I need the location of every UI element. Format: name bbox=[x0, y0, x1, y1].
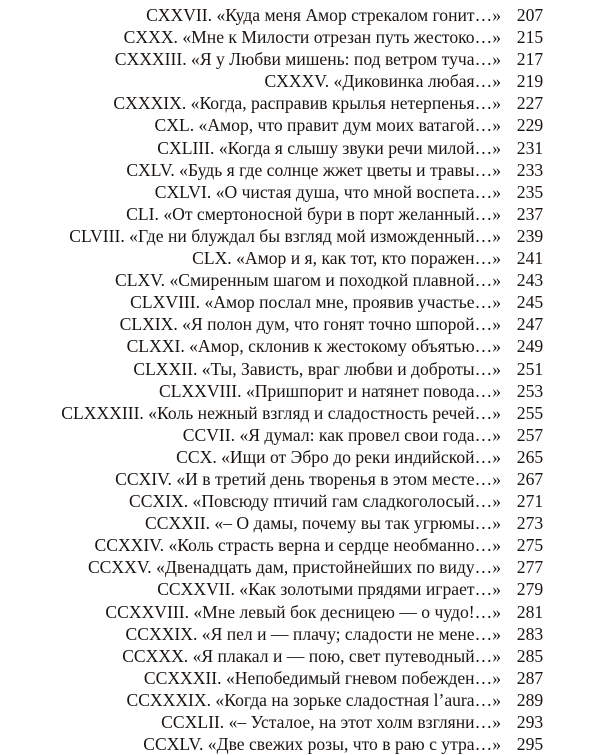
toc-title: «Я полон дум, что гонят точно шпорой…» bbox=[182, 314, 501, 335]
toc-title: «Мне к Милости отрезан путь жестоко…» bbox=[182, 27, 501, 48]
toc-title: «Как золотыми прядями играет…» bbox=[239, 579, 501, 600]
toc-entry bbox=[88, 556, 501, 578]
toc-page-number: 219 bbox=[516, 71, 544, 92]
toc-page-number: 283 bbox=[516, 623, 544, 644]
toc-number: CXXVII. bbox=[146, 5, 213, 25]
toc-page-number: 279 bbox=[516, 579, 544, 600]
toc-entry bbox=[183, 424, 501, 446]
toc-page-number: 293 bbox=[516, 712, 544, 732]
toc-entry bbox=[161, 711, 501, 733]
toc-entry bbox=[129, 490, 501, 512]
toc-page-number: 227 bbox=[516, 93, 544, 114]
toc-page-number: 289 bbox=[516, 689, 544, 710]
toc-title: «Ищи от Эбро до реки индийской…» bbox=[221, 446, 501, 467]
toc-number: CCXXVIII. bbox=[105, 601, 189, 622]
toc-number: CCXLV. bbox=[143, 734, 204, 755]
toc-number: CLI. bbox=[126, 203, 159, 224]
toc-number: CXLIII. bbox=[157, 137, 215, 158]
toc-page-number: 239 bbox=[516, 225, 544, 246]
toc-row bbox=[0, 70, 600, 92]
toc-row bbox=[0, 48, 600, 70]
toc-page-number: 249 bbox=[516, 336, 544, 357]
toc-row bbox=[0, 114, 600, 136]
toc-page-number: 215 bbox=[516, 27, 544, 48]
toc-page-number: 271 bbox=[516, 491, 544, 512]
toc-number: CXLVI. bbox=[154, 181, 212, 202]
toc-number: CCXIV. bbox=[115, 468, 172, 489]
toc-title: «От смертоносной бури в порт желанный…» bbox=[163, 203, 501, 224]
toc-entry bbox=[126, 623, 501, 645]
toc-title: «Когда на зорьке сладостная l’aura…» bbox=[215, 689, 501, 710]
toc-page-number: 231 bbox=[516, 137, 544, 158]
toc-number: CLXIX. bbox=[119, 314, 178, 335]
toc-title: «Когда, расправив крылья нетерпенья…» bbox=[190, 93, 501, 114]
toc-number: CXXXV. bbox=[264, 71, 330, 92]
toc-row bbox=[0, 313, 600, 335]
toc-page-number: 251 bbox=[516, 358, 544, 379]
toc-row bbox=[0, 291, 600, 313]
toc-number: CXLV. bbox=[126, 159, 175, 180]
toc-row bbox=[0, 556, 600, 578]
toc-row bbox=[0, 358, 600, 380]
toc-title: «Когда я слышу звуки речи милой…» bbox=[218, 137, 501, 158]
toc-number: CCVII. bbox=[182, 424, 236, 445]
toc-number: CCXXIX. bbox=[125, 623, 198, 644]
toc-number: CXL. bbox=[154, 115, 195, 136]
toc-row bbox=[0, 578, 600, 600]
toc-title: «– Усталое, на этот холм взгляни…» bbox=[228, 712, 501, 732]
toc-number: CLXXII. bbox=[133, 358, 198, 379]
toc-number: CCXXXII. bbox=[143, 667, 222, 688]
toc-entry bbox=[157, 137, 501, 159]
toc-title: «Амор послал мне, проявив участье…» bbox=[204, 292, 501, 313]
toc-row bbox=[0, 269, 600, 291]
toc-row bbox=[0, 689, 600, 711]
toc-page-number: 241 bbox=[516, 248, 544, 269]
toc-entry bbox=[127, 335, 501, 357]
toc-title: «Диковинка любая…» bbox=[333, 71, 501, 92]
toc-title: «И в третий день творенья в этом месте…» bbox=[176, 468, 501, 489]
toc-title: «Я плакал и — пою, свет путеводный…» bbox=[192, 645, 501, 666]
toc-row bbox=[0, 512, 600, 534]
toc-row bbox=[0, 402, 600, 424]
toc-number: CCXIX. bbox=[128, 491, 189, 512]
toc-entry bbox=[126, 159, 501, 181]
toc-entry bbox=[120, 313, 501, 335]
toc-entry bbox=[61, 402, 501, 424]
toc-number: CLVIII. bbox=[69, 225, 125, 246]
toc-page-number: 233 bbox=[516, 159, 544, 180]
toc-title: «Амор и я, как тот, кто поражен…» bbox=[236, 248, 501, 269]
toc-entry bbox=[69, 225, 501, 247]
toc-page-number: 281 bbox=[516, 601, 544, 622]
toc-entry bbox=[124, 26, 501, 48]
toc-row bbox=[0, 335, 600, 357]
toc-number: CXXX. bbox=[123, 27, 178, 48]
toc-row bbox=[0, 181, 600, 203]
toc-entry bbox=[159, 380, 501, 402]
toc-row bbox=[0, 380, 600, 402]
toc-entry bbox=[122, 645, 501, 667]
toc-title: «– О дамы, почему вы так угрюмы…» bbox=[214, 513, 501, 534]
toc-entry bbox=[94, 534, 501, 556]
toc-title: «Двенадцать дам, пристойнейших по виду…» bbox=[156, 557, 501, 578]
toc-number: CXXXIX. bbox=[113, 93, 187, 114]
toc-entry bbox=[157, 578, 501, 600]
toc-title: «Коль страсть верна и сердце необманно…» bbox=[168, 535, 501, 556]
toc-title: «Коль нежный взгляд и сладостность речей…» bbox=[148, 402, 501, 423]
toc-title: «Амор, что правит дум моих ватагой…» bbox=[198, 115, 501, 136]
toc-title: «Амор, склонив к жестокому объятью…» bbox=[189, 336, 501, 357]
toc-number: CLXV. bbox=[115, 270, 166, 291]
toc-title: «Две свежих розы, что в раю с утра…» bbox=[207, 734, 501, 755]
toc-page-number: 275 bbox=[516, 535, 544, 556]
toc-title: «О чистая душа, что мной воспета…» bbox=[215, 181, 501, 202]
toc-title: «Мне левый бок десницею — о чудо!…» bbox=[193, 601, 501, 622]
toc-entry bbox=[113, 92, 501, 114]
toc-entry bbox=[155, 181, 501, 203]
toc-page-number: 265 bbox=[516, 446, 544, 467]
toc-number: CCXXVII. bbox=[157, 579, 235, 600]
toc-entry bbox=[126, 203, 501, 225]
toc-row bbox=[0, 424, 600, 446]
toc-title: «Ты, Зависть, враг любви и доброты…» bbox=[201, 358, 501, 379]
toc-title: «Непобедимый гневом побежден…» bbox=[225, 667, 501, 688]
toc-entry bbox=[192, 247, 501, 269]
toc-page-number: 257 bbox=[516, 424, 544, 445]
toc-entry bbox=[126, 689, 501, 711]
toc-title: «Я пел и — плачу; сладости не мене…» bbox=[201, 623, 501, 644]
toc-page-number: 237 bbox=[516, 203, 544, 224]
table-of-contents bbox=[0, 4, 600, 755]
toc-page-number: 285 bbox=[516, 645, 544, 666]
toc-row bbox=[0, 92, 600, 114]
toc-entry bbox=[115, 468, 501, 490]
toc-number: CLXXVIII. bbox=[158, 380, 242, 401]
toc-row bbox=[0, 26, 600, 48]
toc-row bbox=[0, 667, 600, 689]
toc-number: CXXXIII. bbox=[114, 49, 187, 70]
toc-page-number: 243 bbox=[516, 270, 544, 291]
toc-row bbox=[0, 247, 600, 269]
toc-entry bbox=[143, 733, 501, 755]
toc-page-number: 287 bbox=[516, 667, 544, 688]
toc-entry bbox=[115, 48, 501, 70]
toc-title: «Я думал: как провел свои года…» bbox=[239, 424, 501, 445]
toc-row bbox=[0, 225, 600, 247]
toc-number: CCXXXIX. bbox=[126, 689, 212, 710]
toc-row bbox=[0, 490, 600, 512]
toc-page-number: 277 bbox=[516, 557, 544, 578]
toc-page-number: 235 bbox=[516, 181, 544, 202]
toc-row bbox=[0, 645, 600, 667]
toc-page-number: 273 bbox=[516, 513, 544, 534]
toc-number: CCXXV. bbox=[87, 557, 152, 578]
toc-entry bbox=[146, 4, 501, 26]
toc-row bbox=[0, 733, 600, 755]
toc-page-number: 245 bbox=[516, 292, 544, 313]
toc-title: «Будь я где солнце жжет цветы и травы…» bbox=[179, 159, 501, 180]
toc-entry bbox=[133, 358, 501, 380]
toc-page-number: 207 bbox=[516, 5, 544, 25]
toc-row bbox=[0, 534, 600, 556]
toc-number: CCXXIV. bbox=[94, 535, 165, 556]
toc-page-number: 229 bbox=[516, 115, 544, 136]
toc-row bbox=[0, 623, 600, 645]
toc-entry bbox=[130, 291, 501, 313]
toc-number: CLXXI. bbox=[126, 336, 185, 357]
toc-title: «Смиренным шагом и походкой плавной…» bbox=[169, 270, 501, 291]
toc-title: «Где ни блуждал бы взгляд мой изможденный…» bbox=[129, 225, 501, 246]
toc-number: CCXXX. bbox=[122, 645, 189, 666]
toc-entry bbox=[105, 601, 501, 623]
toc-row bbox=[0, 137, 600, 159]
toc-title: «Пришпорит и натянет повода…» bbox=[245, 380, 501, 401]
toc-entry bbox=[155, 114, 501, 136]
toc-number: CLXXXIII. bbox=[61, 402, 144, 423]
toc-number: CCXXII. bbox=[144, 513, 210, 534]
toc-page-number: 267 bbox=[516, 468, 544, 489]
toc-number: CCX. bbox=[176, 446, 217, 467]
toc-page-number: 247 bbox=[516, 314, 544, 335]
toc-page-number: 255 bbox=[516, 402, 544, 423]
toc-entry bbox=[176, 446, 501, 468]
toc-page-number: 217 bbox=[516, 49, 544, 70]
toc-row bbox=[0, 468, 600, 490]
toc-row bbox=[0, 4, 600, 26]
toc-number: CCXLII. bbox=[161, 712, 225, 732]
toc-number: CLX. bbox=[192, 248, 232, 269]
toc-page-number: 253 bbox=[516, 380, 544, 401]
toc-title: «Куда меня Амор стрекалом гонит…» bbox=[216, 5, 501, 25]
toc-number: CLXVIII. bbox=[130, 292, 201, 313]
toc-title: «Я у Любви мишень: под ветром туча…» bbox=[191, 49, 501, 70]
toc-row bbox=[0, 203, 600, 225]
toc-row bbox=[0, 711, 600, 733]
toc-entry bbox=[264, 70, 501, 92]
toc-row bbox=[0, 446, 600, 468]
toc-entry bbox=[115, 269, 501, 291]
toc-entry bbox=[144, 667, 501, 689]
toc-page-number: 295 bbox=[516, 734, 544, 755]
toc-title: «Повсюду птичий гам сладкоголосый…» bbox=[192, 491, 501, 512]
toc-entry bbox=[145, 512, 501, 534]
toc-row bbox=[0, 159, 600, 181]
toc-row bbox=[0, 601, 600, 623]
